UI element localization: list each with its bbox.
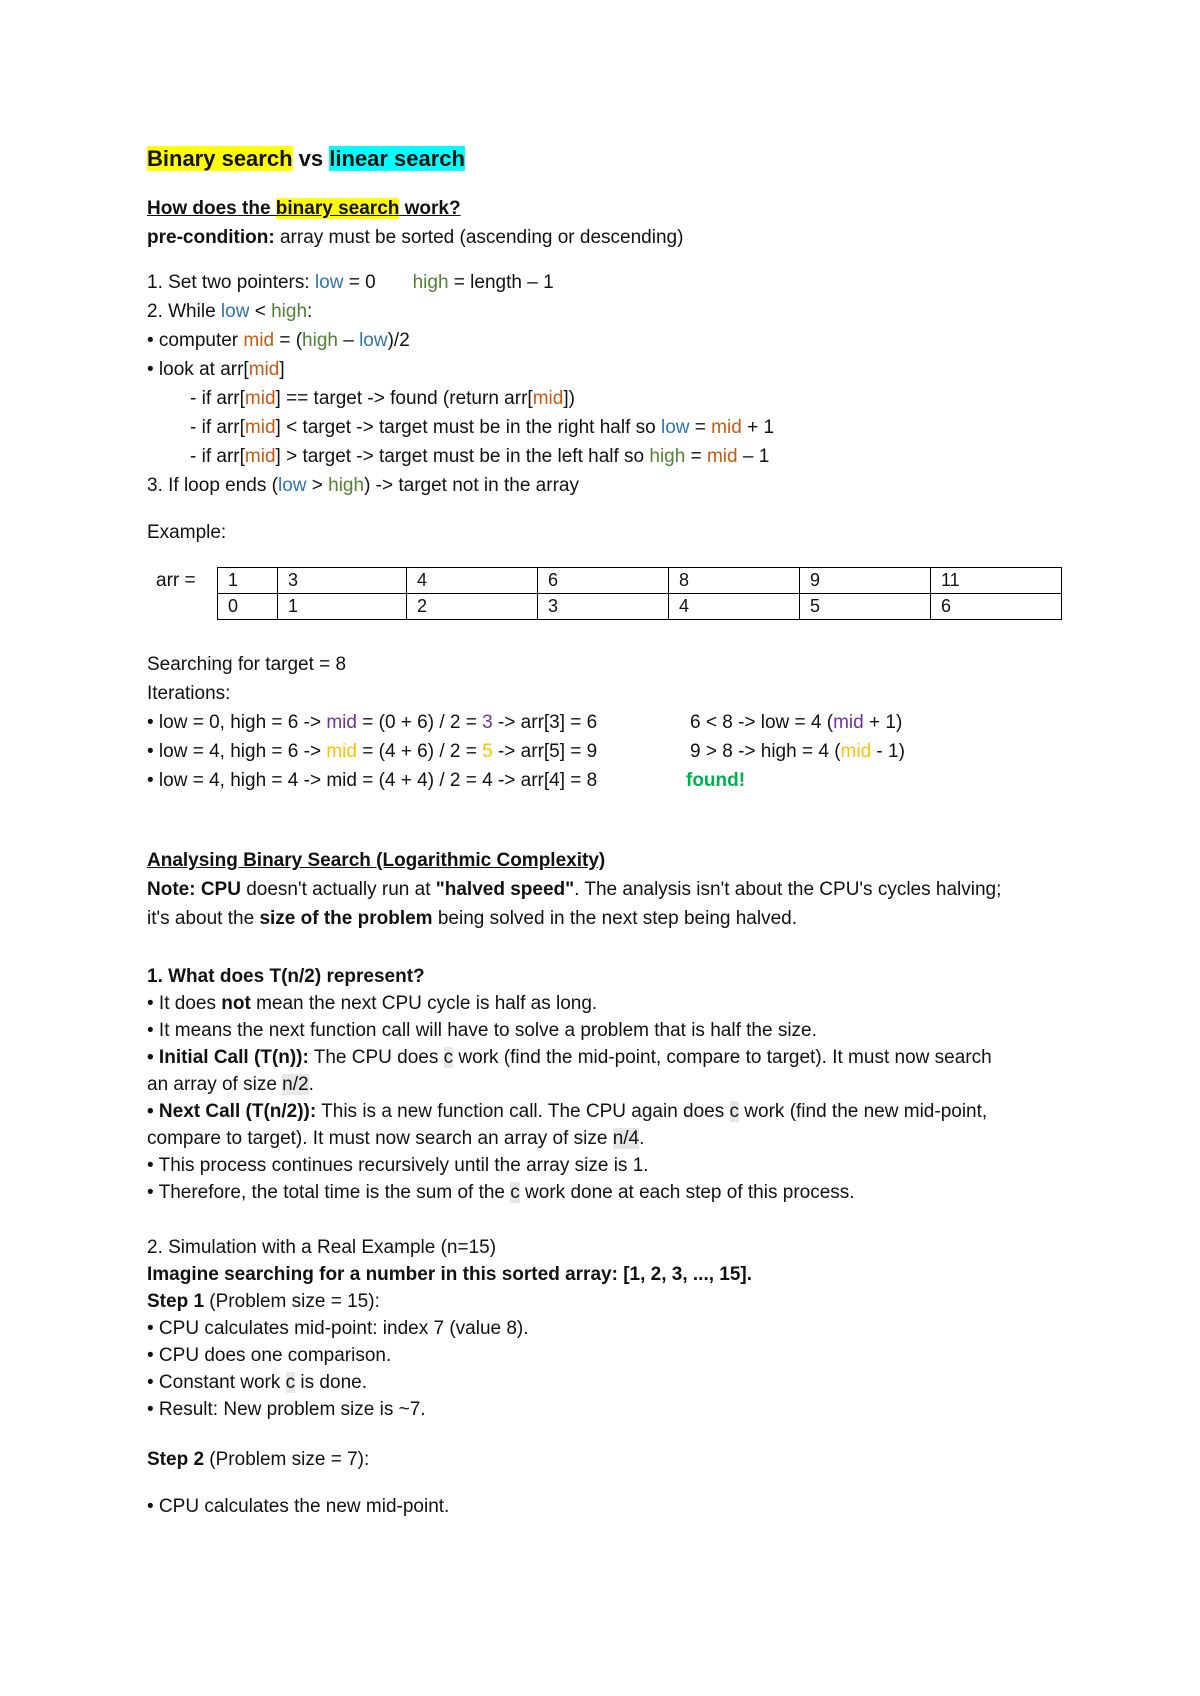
- q2-step1-bullet-1: • CPU calculates mid-point: index 7 (value 8).: [147, 1318, 529, 1339]
- text-span: c: [510, 1182, 520, 1203]
- text-span: ] < target -> target must be in the right half so: [275, 417, 661, 438]
- q1-bullet-4b: [147, 1126, 644, 1152]
- title-linear-search: linear search: [329, 146, 465, 171]
- table-row: [218, 594, 1062, 620]
- text-span: Step 2: [147, 1449, 205, 1470]
- text-span: mid: [326, 712, 357, 733]
- text-span: high: [649, 446, 686, 467]
- text-span: low: [220, 301, 250, 322]
- text-span: mid: [706, 446, 738, 467]
- text-span: c: [443, 1047, 454, 1068]
- iteration-2-result: [690, 739, 905, 765]
- index-cell: 2: [407, 594, 538, 620]
- text-span: = (0 + 6) / 2 =: [356, 712, 483, 733]
- text-span: • Constant work: [147, 1372, 286, 1393]
- text-span: Note: CPU: [147, 879, 241, 900]
- q1-bullet-5: • This process continues recursively until the array size is 1.: [147, 1155, 649, 1176]
- q2-heading: 2. Simulation with a Real Example (n=15): [147, 1237, 497, 1258]
- text-span: compare to target). It must now search an array of size: [147, 1128, 613, 1149]
- text-span: high: [412, 272, 449, 293]
- q2-step1-bullet-4: • Result: New problem size is ~7.: [147, 1399, 426, 1420]
- text-span: Step 1: [147, 1291, 205, 1312]
- text-span: mid: [244, 446, 276, 467]
- iteration-1: [147, 710, 597, 736]
- text-span: high: [271, 301, 308, 322]
- text-span: = length – 1: [448, 272, 554, 293]
- q1-bullet-1: [147, 991, 597, 1017]
- text-span: n/2: [282, 1074, 309, 1095]
- text-span: 9 > 8 -> high = 4 (: [690, 741, 841, 762]
- array-table: [217, 567, 1062, 620]
- text-span: = (4 + 6) / 2 =: [356, 741, 483, 762]
- how-heading: [147, 196, 461, 222]
- text-span: size of the problem: [259, 908, 433, 929]
- text-span: .: [746, 1264, 753, 1285]
- text-span: <: [249, 301, 272, 322]
- text-span: ]: [279, 359, 285, 380]
- text-span: mid: [840, 741, 872, 762]
- text-span: • low = 4, high = 6 ->: [147, 741, 327, 762]
- text-span: • low = 4, high = 4 -> mid = (4 + 4) / 2 = 4 -> arr[4] = 8: [147, 770, 598, 791]
- text-span: low: [277, 475, 307, 496]
- text-span: • low = 0, high = 6 ->: [147, 712, 327, 733]
- example-label: Example:: [147, 522, 227, 543]
- array-cell: 11: [931, 568, 1062, 594]
- text-span: -> arr[3] = 6: [492, 712, 598, 733]
- index-cell: 6: [931, 594, 1062, 620]
- text-span: = 0: [343, 272, 413, 293]
- array-cell: 4: [407, 568, 538, 594]
- analysis-note-2: [147, 906, 797, 932]
- text-span: c: [285, 1372, 296, 1393]
- how-post: work?: [399, 198, 461, 219]
- text-span: Imagine searching for a number in this sorted array:: [147, 1264, 624, 1285]
- text-span: + 1: [741, 417, 775, 438]
- how-pre: How does the: [147, 198, 276, 219]
- text-span: ] == target -> found (return arr[: [275, 388, 533, 409]
- text-span: mid: [711, 417, 742, 438]
- index-cell: 0: [218, 594, 278, 620]
- text-span: The CPU does: [308, 1047, 444, 1068]
- array-cell: 3: [278, 568, 407, 594]
- analysis-note: [147, 877, 1001, 903]
- text-span: 3. If loop ends (: [147, 475, 278, 496]
- text-span: 5: [482, 741, 493, 762]
- step-2: [147, 299, 312, 325]
- text-span: - 1): [871, 741, 905, 762]
- text-span: ] > target -> target must be in the left half so: [275, 446, 650, 467]
- text-span: • It does: [147, 993, 222, 1014]
- page-title: [147, 146, 465, 172]
- text-span: ) -> target not in the array: [364, 475, 579, 496]
- text-span: "halved speed": [435, 879, 575, 900]
- text-span: + 1): [863, 712, 903, 733]
- text-span: .: [308, 1074, 314, 1095]
- iteration-2: [147, 739, 597, 765]
- text-span: . The analysis isn't about the CPU's cycles halving;: [574, 879, 1002, 900]
- q1-heading: 1. What does T(n/2) represent?: [147, 966, 425, 987]
- text-span: 6 < 8 -> low = 4 (: [690, 712, 834, 733]
- text-span: –: [337, 330, 360, 351]
- text-span: 3: [482, 712, 493, 733]
- text-span: doesn't actually run at: [240, 879, 436, 900]
- text-span: - if arr[: [190, 417, 245, 438]
- text-span: n/4: [612, 1128, 640, 1149]
- text-span: 2. While: [147, 301, 221, 322]
- step-3: [147, 473, 579, 499]
- text-span: high: [302, 330, 338, 351]
- index-cell: 1: [278, 594, 407, 620]
- text-span: low: [314, 272, 344, 293]
- q2-step-1: [147, 1289, 380, 1315]
- step-left-half: [190, 444, 769, 470]
- precondition-text: array must be sorted (ascending or descending): [274, 227, 684, 248]
- text-span: • Next Call (T(n/2)):: [147, 1101, 317, 1122]
- index-cell: 5: [800, 594, 931, 620]
- q2-step-2: [147, 1447, 369, 1473]
- title-binary-search: Binary search: [147, 146, 293, 171]
- text-span: mid: [833, 712, 864, 733]
- q2-step1-bullet-2: • CPU does one comparison.: [147, 1345, 392, 1366]
- text-span: an array of size: [147, 1074, 283, 1095]
- text-span: =: [685, 446, 707, 467]
- text-span: c: [729, 1101, 740, 1122]
- array-cell: 8: [669, 568, 800, 594]
- precondition-label: pre-condition:: [147, 227, 275, 248]
- text-span: being solved in the next step being halved.: [432, 908, 798, 929]
- text-span: • Initial Call (T(n)):: [147, 1047, 309, 1068]
- q2-imagine: [147, 1262, 752, 1288]
- q1-bullet-2: • It means the next function call will have to solve a problem that is half the size.: [147, 1020, 817, 1041]
- text-span: =: [689, 417, 712, 438]
- analysis-heading: Analysing Binary Search (Logarithmic Complexity): [147, 850, 606, 871]
- text-span: mid: [244, 388, 276, 409]
- text-span: • Therefore, the total time is the sum of the: [147, 1182, 511, 1203]
- iteration-3: [147, 768, 597, 794]
- text-span: work (find the mid-point, compare to target). It must now search: [453, 1047, 992, 1068]
- q1-bullet-6: [147, 1180, 855, 1206]
- text-span: work (find the new mid-point,: [739, 1101, 988, 1122]
- step-mid-calc: [147, 328, 410, 354]
- text-span: 1. Set two pointers:: [147, 272, 315, 293]
- text-span: = (: [274, 330, 303, 351]
- step-found: [190, 386, 575, 412]
- step-look: [147, 357, 285, 383]
- index-cell: 3: [538, 594, 669, 620]
- precondition-line: [147, 225, 683, 251]
- arr-label: arr =: [156, 570, 196, 591]
- text-span: :: [307, 301, 313, 322]
- text-span: This is a new function call. The CPU again does: [316, 1101, 730, 1122]
- found-label: found!: [686, 770, 746, 791]
- step-1: [147, 270, 554, 296]
- text-span: mean the next CPU cycle is half as long.: [250, 993, 598, 1014]
- how-highlight: binary search: [275, 198, 400, 219]
- array-cell: 9: [800, 568, 931, 594]
- iterations-label: Iterations:: [147, 683, 231, 704]
- text-span: mid: [244, 417, 276, 438]
- step-right-half: [190, 415, 774, 441]
- index-cell: 4: [669, 594, 800, 620]
- q1-bullet-3: [147, 1045, 992, 1071]
- text-span: (Problem size = 7):: [204, 1449, 370, 1470]
- text-span: )/2: [387, 330, 410, 351]
- text-span: low: [359, 330, 388, 351]
- text-span: • look at arr[: [147, 359, 249, 380]
- text-span: • computer: [147, 330, 244, 351]
- title-vs: vs: [292, 146, 330, 171]
- text-span: >: [306, 475, 329, 496]
- text-span: work done at each step of this process.: [519, 1182, 855, 1203]
- text-span: it's about the: [147, 908, 260, 929]
- iteration-1-result: [690, 710, 902, 736]
- text-span: [1, 2, 3, ..., 15]: [623, 1264, 747, 1285]
- array-cell: 1: [218, 568, 278, 594]
- text-span: .: [639, 1128, 645, 1149]
- q2-step1-bullet-3: [147, 1370, 367, 1396]
- text-span: (Problem size = 15):: [204, 1291, 380, 1312]
- text-span: – 1: [737, 446, 770, 467]
- text-span: -> arr[5] = 9: [492, 741, 598, 762]
- q1-bullet-4: [147, 1099, 987, 1125]
- q2-step2-bullet-1: • CPU calculates the new mid-point.: [147, 1496, 450, 1517]
- text-span: - if arr[: [190, 446, 245, 467]
- text-span: mid: [248, 359, 280, 380]
- text-span: mid: [243, 330, 275, 351]
- q1-bullet-3b: [147, 1072, 314, 1098]
- text-span: high: [328, 475, 365, 496]
- table-row: [218, 568, 1062, 594]
- text-span: - if arr[: [190, 388, 245, 409]
- text-span: ]): [563, 388, 575, 409]
- array-cell: 6: [538, 568, 669, 594]
- text-span: low: [661, 417, 690, 438]
- text-span: mid: [532, 388, 564, 409]
- searching-line: Searching for target = 8: [147, 654, 347, 675]
- text-span: mid: [326, 741, 357, 762]
- text-span: is done.: [295, 1372, 367, 1393]
- text-span: not: [221, 993, 251, 1014]
